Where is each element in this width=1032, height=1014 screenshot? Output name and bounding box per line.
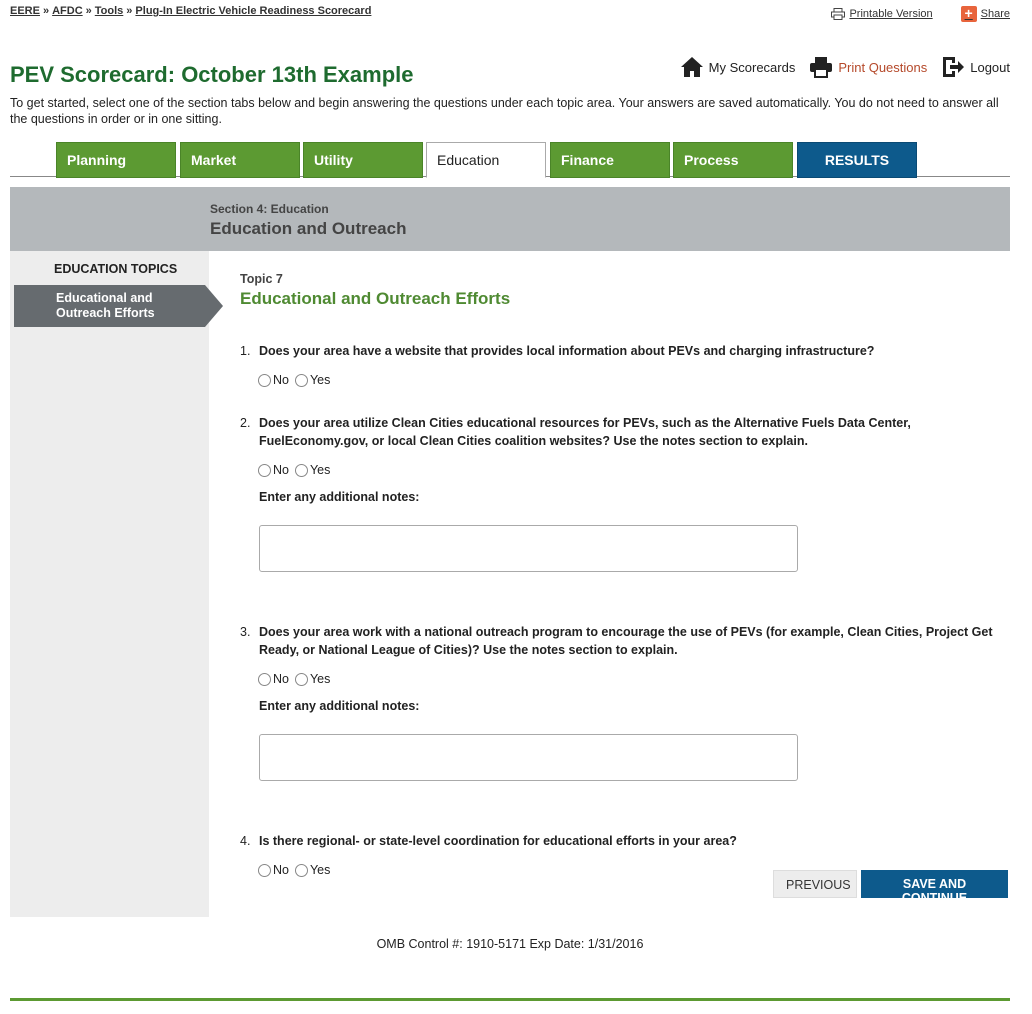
- topic-title: Educational and Outreach Efforts: [240, 289, 511, 308]
- question-number: 3.: [240, 625, 251, 639]
- q2-yes-radio[interactable]: Yes: [295, 463, 330, 477]
- printable-version-link[interactable]: [831, 6, 932, 22]
- q2-no-radio[interactable]: No: [258, 463, 289, 477]
- question-number: 4.: [240, 834, 251, 848]
- tab-market[interactable]: Market: [180, 142, 300, 178]
- radio-circle-icon[interactable]: [258, 864, 271, 877]
- question-4-options: [258, 863, 330, 877]
- footer-divider: [10, 998, 1010, 1001]
- tab-utility[interactable]: Utility: [303, 142, 423, 178]
- tab-finance[interactable]: Finance: [550, 142, 670, 178]
- section-title: Education and Outreach: [210, 219, 407, 238]
- q3-yes-radio[interactable]: Yes: [295, 672, 330, 686]
- tab-results[interactable]: RESULTS: [797, 142, 917, 178]
- previous-button[interactable]: PREVIOUS: [773, 870, 857, 898]
- question-text: Does your area utilize Clean Cities educational resources for PEVs, such as the Alternative Fuels Data Center, FuelEconomy.gov, or local Clean Cities coalition websites? Use the notes section to explain.: [259, 416, 911, 448]
- q3-notes-textarea[interactable]: [259, 734, 798, 781]
- q3-no-radio[interactable]: No: [258, 672, 289, 686]
- topics-sidebar: [10, 251, 209, 917]
- q4-yes-radio[interactable]: Yes: [295, 863, 330, 877]
- tab-planning[interactable]: Planning: [56, 142, 176, 178]
- question-1-options: [258, 373, 330, 387]
- print-questions-link[interactable]: [809, 55, 927, 79]
- print-questions-label: Print Questions: [838, 59, 928, 75]
- printer-icon: [831, 8, 845, 20]
- breadcrumb-tools[interactable]: Tools: [94, 5, 124, 17]
- omb-control-footer: OMB Control #: 1910-5171 Exp Date: 1/31/2016: [376, 937, 644, 951]
- logout-link[interactable]: [941, 55, 1010, 79]
- printable-version-label: Printable Version: [849, 8, 933, 20]
- breadcrumb: EERE » AFDC » Tools » Plug-In Electric Vehicle Readiness Scorecard: [10, 5, 372, 17]
- radio-circle-icon[interactable]: [258, 374, 271, 387]
- active-item-arrow: [205, 285, 223, 327]
- logout-icon: [941, 55, 965, 79]
- my-scorecards-link[interactable]: [680, 55, 796, 79]
- q3-notes-label: Enter any additional notes:: [259, 699, 420, 713]
- question-3: [240, 623, 1000, 659]
- logout-label: Logout: [970, 59, 1010, 75]
- question-text: Does your area work with a national outreach program to encourage the use of PEVs (for example, Clean Cities, Project Get Ready, or National League of Cities)? Use the notes section to explain.: [259, 625, 993, 657]
- question-1: [240, 342, 1000, 360]
- share-link[interactable]: [961, 6, 1010, 22]
- save-and-continue-button[interactable]: SAVE AND CONTINUE: [861, 870, 1008, 898]
- sidebar-item-educational-outreach[interactable]: Educational and Outreach Efforts: [14, 285, 205, 327]
- radio-circle-icon[interactable]: [295, 673, 308, 686]
- breadcrumb-scorecard[interactable]: Plug-In Electric Vehicle Readiness Scorecard: [135, 5, 372, 17]
- question-2: [240, 414, 1000, 450]
- utility-links: [831, 6, 1010, 22]
- q4-no-radio[interactable]: No: [258, 863, 289, 877]
- question-4: [240, 832, 1000, 850]
- radio-circle-icon[interactable]: [258, 673, 271, 686]
- header-actions: [680, 55, 1010, 79]
- plus-icon: +: [961, 6, 977, 22]
- question-text: Is there regional- or state-level coordination for educational efforts in your area?: [259, 834, 737, 848]
- sidebar-heading: EDUCATION TOPICS: [54, 262, 178, 276]
- question-2-options: [258, 463, 330, 477]
- my-scorecards-label: My Scorecards: [708, 59, 796, 75]
- q2-notes-textarea[interactable]: [259, 525, 798, 572]
- section-tabs: [10, 141, 1010, 177]
- breadcrumb-afdc[interactable]: AFDC: [52, 5, 83, 17]
- radio-circle-icon[interactable]: [295, 374, 308, 387]
- radio-circle-icon[interactable]: [295, 464, 308, 477]
- q2-notes-label: Enter any additional notes:: [259, 490, 420, 504]
- tab-education[interactable]: Education: [426, 142, 546, 178]
- section-label: Section 4: Education: [210, 202, 329, 216]
- breadcrumb-eere[interactable]: EERE: [10, 5, 40, 17]
- q1-yes-radio[interactable]: Yes: [295, 373, 330, 387]
- q1-no-radio[interactable]: No: [258, 373, 289, 387]
- question-number: 2.: [240, 416, 251, 430]
- topic-label: Topic 7: [240, 272, 283, 286]
- radio-circle-icon[interactable]: [258, 464, 271, 477]
- section-banner: [10, 187, 1010, 251]
- page-title: PEV Scorecard: October 13th Example: [10, 62, 414, 87]
- home-icon: [680, 56, 704, 78]
- share-label: Share: [980, 8, 1010, 20]
- tab-process[interactable]: Process: [673, 142, 793, 178]
- print-icon: [809, 56, 833, 78]
- intro-text: To get started, select one of the section tabs below and begin answering the questions under each topic area. Your answers are saved automatically. You do not need to answer all the questions in order or in one sitting.: [10, 96, 999, 126]
- question-number: 1.: [240, 344, 251, 358]
- question-3-options: [258, 672, 330, 686]
- question-text: Does your area have a website that provides local information about PEVs and charging infrastructure?: [259, 344, 875, 358]
- radio-circle-icon[interactable]: [295, 864, 308, 877]
